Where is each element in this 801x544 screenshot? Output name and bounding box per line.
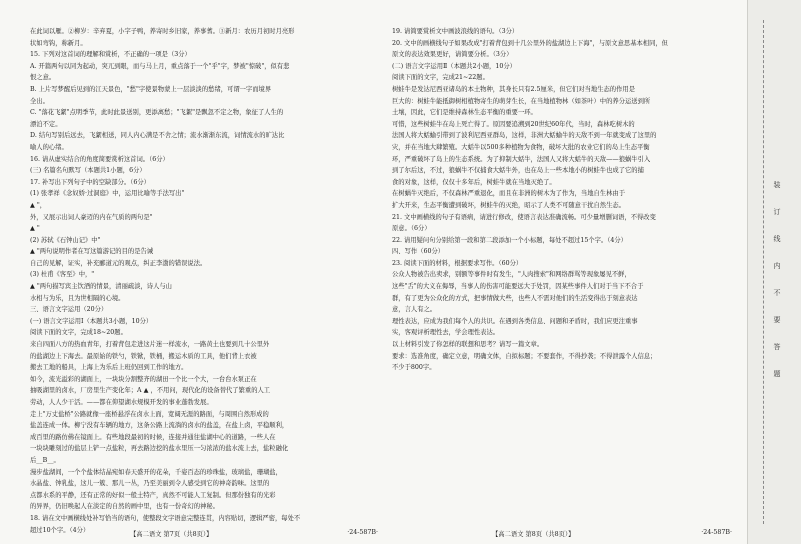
text-line: 理性表达，应成为我们每个人的共识。在遇到各类信息、问题和矛盾时，我们应更注重事: [392, 317, 638, 325]
text-line: 搬去工地的船具，上海上为乐后上班仍回到工作的地方。: [30, 364, 188, 372]
text-line: 食的对象，这样，仅仅十多年后，树蛙牛就在当地灭绝了。: [392, 178, 556, 186]
text-line: ▲ "两句说明作者在写这篇游记的目的是告诫: [30, 248, 154, 256]
text-line: 全出。: [30, 97, 49, 105]
binding-char: 线: [773, 235, 781, 243]
text-line: 16. 请从虚实结合的角度简要赏析这首词。（6分）: [30, 155, 169, 163]
text-line: 扩大开来，生态平衡遭到破坏，树蛙牛的灭绝，昭示了人类不可随意干扰自然生态。: [392, 201, 625, 209]
text-line: 水相与为乐，且为世相隔的心境。: [30, 294, 125, 302]
binding-char: 题: [773, 370, 781, 378]
text-line: D. 结句写别后远去，飞絮相送，同人内心满是不舍之情；流水渐渐东流，词情流水的旷达比: [30, 132, 285, 140]
text-line: 到了尔后这，不过，狼蜗牛不仅捕食大蛞牛外，也在岛上一些本地小的树蛙牛也成了它的捕: [392, 167, 644, 175]
page-7-footer: [130, 529, 378, 538]
text-line: 点都水系的平静，还有正常的好似一般土特产，真然不可能人工复制。但那份独有的光彩: [30, 491, 276, 499]
text-line: 在树蜗牛灭绝后，不仅森林严重退化，而且在非洲的树木为了作为，当地自生林由于: [392, 190, 625, 198]
text-line: 漫步盐湖间，一个个盐体结晶宛如春天盛开的花朵，千姿百态的珍珠盐，玻璃盐，珊瑚盐，: [30, 468, 282, 476]
text-line: ▲ "两句描写宾主饮酒的情景，清丽疏淡，诗人与山: [30, 283, 172, 291]
text-line: (1) 张孝祥《念奴娇·过洞庭》中，运用比喻等手法写出": [30, 190, 185, 198]
text-line: (2) 苏轼《石钟山记》中": [30, 236, 101, 244]
text-line: 实，客观评析理性去，学会理性表达。: [392, 329, 500, 337]
text-line: 三、语言文字运用（20分）: [30, 306, 108, 314]
page-7-footer-title: 【高二语文 第7页（共8页）】: [130, 531, 213, 538]
binding-char: 要: [773, 316, 781, 324]
text-line: C. "落花飞絮"点明季节，此时此景送别，更添离愁；"飞絮"是飘忽不定之物，象征了人生的: [30, 109, 284, 117]
text-line: 意，言人有之。: [392, 306, 437, 314]
text-line: (3) 杜甫《客至》中，": [30, 271, 95, 279]
text-line: 18. 请在文中画横线处补写恰当的语句，使整段文字语意完整连贯，内容贴切，逻辑严密，每处不: [30, 514, 301, 522]
text-line: 超过10个字。（4分）: [30, 526, 90, 534]
text-line: 水晶盐、钟乳盐，这儿一簇、那儿一丛，乃至美丽到令人感受到它的神奇韵味。这里的: [30, 480, 270, 488]
text-line: 15. 下列对这首词的理解和赏析，不正确的一项是（3分）: [30, 51, 191, 59]
binding-char: 订: [773, 208, 781, 216]
text-line: 状如弯钩，称新月。: [30, 39, 87, 47]
text-line: 以上材料引发了你怎样的联想和思考？请写一篇文章。: [392, 341, 544, 349]
text-line: 要求：选准角度，确定立意，明确文体，自拟标题；不要套作，不得抄袭；不得泄露个人信息；: [392, 352, 657, 360]
binding-char: 不: [773, 289, 781, 297]
text-line: A. 开篇两句以同为起动，突兀到眼，而与马上月，重点落于一个"乎"字，梦被"惊破"，似有悲: [30, 62, 290, 70]
text-line: 这些"舌"的大义在侮辱，当事人的伤害可能要远大于处罚，因某些事件人们对于当下不合于: [392, 283, 644, 291]
binding-char: 装: [773, 181, 781, 189]
text-line: 盐盖连成一体。柳宁没有车辆的地方，这条公路上流淌的卤水的盐盖，在盐上卤，平稳顺利，: [30, 422, 289, 430]
binding-char: 答: [773, 343, 781, 351]
page-8-footer: [492, 529, 732, 538]
text-line: 成百里的路仿佛在镜面上。有些地段最初的时候，连接并通往盐湖中心的道路，一些人在: [30, 433, 276, 441]
text-line: 一块块雕刻过的盐层上铲一点盐粒，再去路边挖的盐水里压一匀浓浓的盐水流上去，盐粒融化: [30, 445, 289, 453]
text-line: 环，严重破坏了岛上的生态系统。为了抑制大蛞牛，法国人又将大蛞牛的天敌——狼蜗牛引入: [392, 155, 651, 163]
text-line: 的盐湖边上下海去。最原始的铁勺，铁锨，铁桶，搬运木质的工具，他们背上衣被: [30, 352, 257, 360]
text-line: 19. 请简要赏析文中画波浪线的语句。（3分）: [392, 28, 519, 35]
text-line: 法国人将大蛞蝓引带到了波利尼西亚群岛，这样，非洲大蛞蝓牛的天敌不到一年就变成了这里的: [392, 132, 657, 140]
page-8-content: [392, 26, 732, 522]
text-line: (二) 语言文字运用Ⅱ（本题共2小题，10分）: [392, 62, 516, 70]
text-line: 21. 文中画横线的句子有语病，请进行修改，使语言表达准确流畅。可少量增删词语，不得改变: [392, 213, 656, 221]
text-line: 如今，流光溢彩的湖面上，一块块分割整齐的湖田一个比一个大，一台台水泵正在: [30, 375, 257, 383]
text-line: 来自四面八方的热血青年，打着背包走进这片迷一样流水，一路黄土也要到几十公里外: [30, 341, 270, 349]
text-line: 灾，并在当地大肆繁殖。大蛞牛以500多种植物为食物，破坏大批的农业它们的岛上生态平衡: [392, 143, 650, 151]
text-line: 20. 文中的画横线句子如果改成"打着背包到十几公里外的盐湖边上下海"，与原文意思基本相同，但: [392, 39, 668, 47]
page-8-footer-title: 【高二语文 第8页（共8页）】: [492, 531, 575, 538]
text-line: 公众人物被告出卖求，别额等事件时有发生，"人肉搜索"和网络群骂等现象屡见不鲜，: [392, 271, 631, 279]
text-line: 在此词以雁。②柳岁：辛弃夏，小字子鸭，养寄时乡旧家，养事蓍。③新月：农历月初时月亮形: [30, 28, 295, 35]
text-line: 土壤，因此，它们是维持森林生态平衡的重要一环。: [392, 109, 537, 117]
text-line: 漂泊不定。: [30, 120, 62, 128]
text-line: 劳动，人人少干活。——都在仰望湖水规模开发的事业蓬勃发展。: [30, 399, 213, 406]
text-line: (一) 语言文字运用Ⅰ（本题共3小题，10分）: [30, 317, 153, 325]
text-line: 不少于800字。: [392, 364, 436, 372]
text-line: 阅读下面的文字，完成21~22题。: [392, 74, 489, 82]
text-line: ▲ "，: [30, 201, 47, 209]
text-line: 走上"万丈盐桥"公路就像一座桥悬浮在卤水上面，宽阔无涯的路面，与周围自然形成的: [30, 410, 269, 418]
text-line: 可惜，这些树蛙牛在岛上死亡得了。原因要追溯到20世纪60年代，当时，森林吃树木的: [392, 120, 635, 128]
text-line: ▲ ": [30, 225, 40, 233]
text-line: 22. 请用疑问句分别给第一段和第二段添加一个小标题，每处不超过15个字。（4分）: [392, 236, 627, 244]
page-7-footer-code: ·24-587B·: [347, 529, 378, 536]
text-line: 树蛙牛是发达尼西亚诸岛的本土物种，其身长只有2.5厘米，但它们对当地生态的作用是: [392, 85, 635, 93]
text-line: 阅读下面的文字，完成18~20题。: [30, 329, 127, 337]
text-line: (三) 名篇名句默写（本题共1小题，6分）: [30, 167, 146, 175]
text-line: 四、写作（60分）: [392, 248, 445, 256]
text-line: 抽吸湖里的卤水，厂房里生产变化年；A ▲ ，不用问，现代化的设备替代了繁重的人工: [30, 387, 271, 395]
binding-char: 内: [773, 262, 781, 270]
binding-line: [763, 20, 764, 524]
text-line: 23. 阅读下面的材料，根据要求写作。（60分）: [392, 259, 523, 267]
text-line: 巨大的：树蛙牛能抵御树相植物寄生的萌芽生长，在当地植物林（如茶叶）中的养分运送到所: [392, 97, 651, 105]
text-line: 喻人的心绪。: [30, 143, 68, 151]
text-line: 自己的见解，证实，补充郦道元的观点，纠正李渤的错误说法。: [30, 259, 207, 267]
text-line: 后__B__。: [30, 456, 60, 464]
text-line: 群，有了更为公众化的方式，把事情做大些，也些人不需对他们的生活变得出于刻意表达: [392, 294, 638, 302]
text-line: 17. 补写出下列句子中的空缺部分。（6分）: [30, 178, 150, 186]
text-line: 的异界，仍旧唤起人在淡定的自然的画中里，也有一份奇幻的神秘。: [30, 503, 219, 511]
text-line: 原意。（6分）: [392, 225, 431, 233]
text-line: 原文的表达效果更好，请简要分析。（3分）: [392, 51, 513, 59]
page-8-footer-code: ·24-587B·: [701, 529, 732, 536]
binding-notice: [770, 180, 784, 379]
text-line: B. 上片写梦醒后见到的江天景色，"愁"字使景物蒙上一层淡淡的愁绪，可谓一字而境界: [30, 85, 272, 93]
text-line: 恨之意。: [30, 74, 56, 82]
text-line: 外，又展示出词人豪迈的内在气质的两句是": [30, 213, 153, 221]
